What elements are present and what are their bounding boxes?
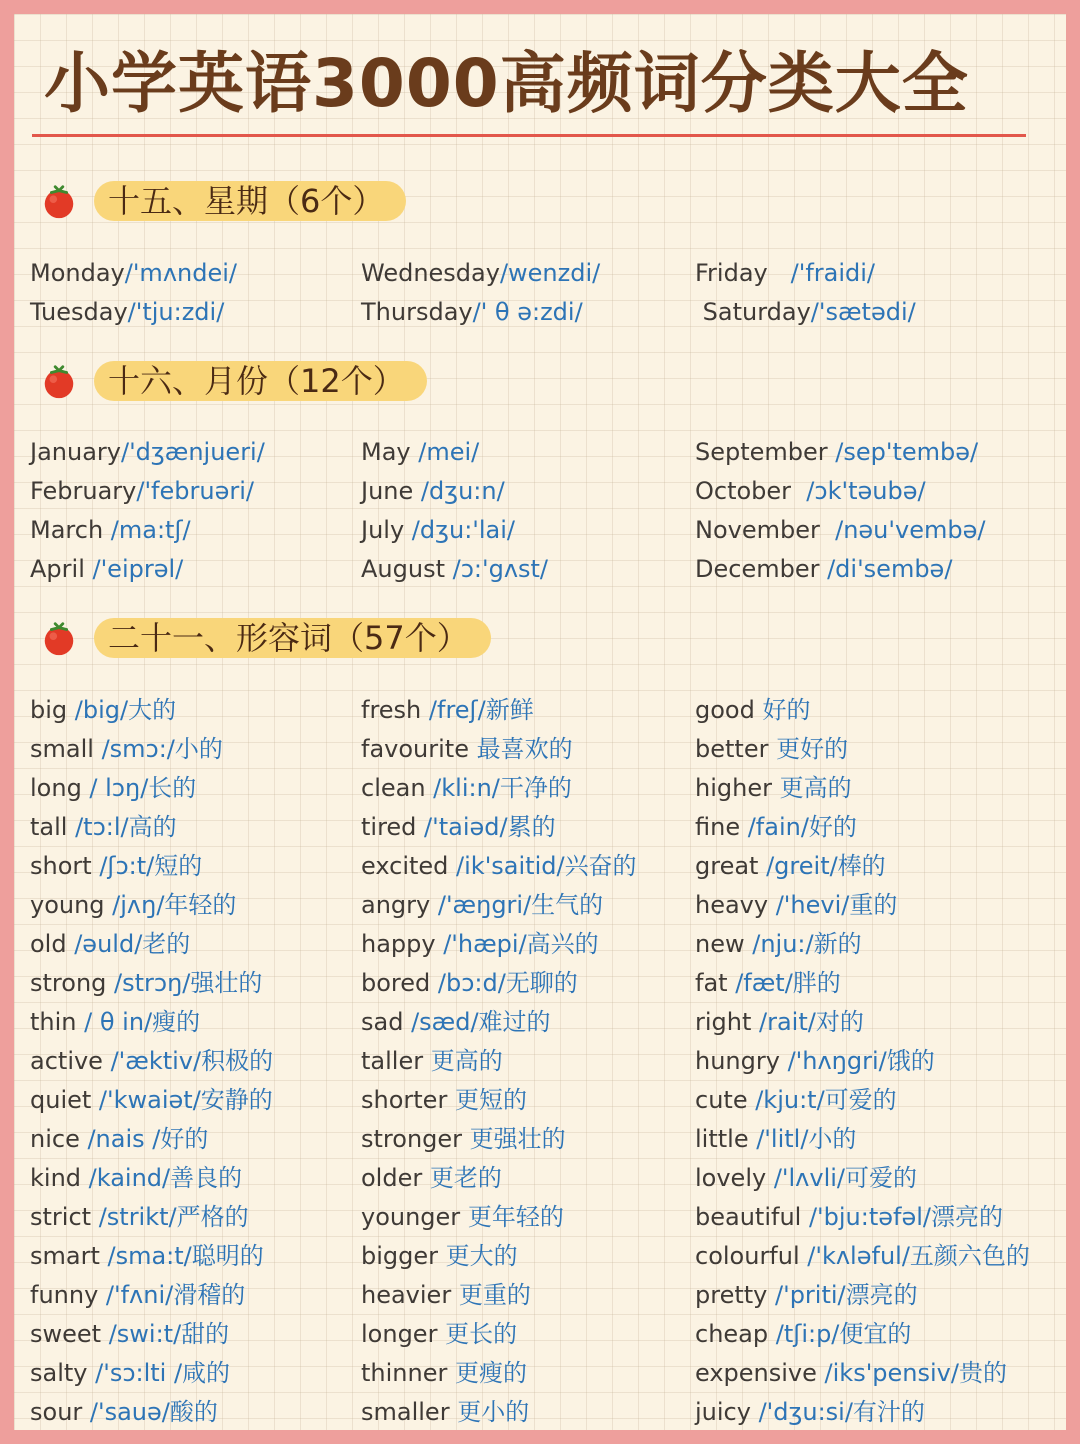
word-entry [695, 1003, 1030, 1042]
word-entry [30, 964, 273, 1003]
word-entry [30, 1159, 273, 1198]
english-word: fine [695, 813, 741, 841]
word-entry [30, 433, 265, 472]
word-entry [30, 886, 273, 925]
phonetic-meaning: /'mʌndei/ [124, 259, 237, 287]
english-word: great [695, 852, 759, 880]
word-entry [30, 1120, 273, 1159]
phonetic-meaning: / lɔŋ/长的 [81, 774, 197, 802]
word-entry [695, 293, 916, 332]
word-entry [30, 1393, 273, 1430]
phonetic-meaning: /smɔ:/小的 [93, 735, 223, 763]
word-entry [361, 1120, 637, 1159]
word-entry [30, 1237, 273, 1276]
english-word: beautiful [695, 1203, 802, 1231]
phonetic-meaning: /' θ ə:zdi/ [472, 298, 583, 326]
word-entry [30, 1276, 273, 1315]
word-entry [695, 730, 1030, 769]
english-word: quiet [30, 1086, 92, 1114]
word-entry [695, 1120, 1030, 1159]
english-word: March [30, 516, 104, 544]
english-word: strong [30, 969, 107, 997]
english-word: heavier [361, 1281, 452, 1309]
phonetic-meaning: /sma:t/聪明的 [99, 1242, 264, 1270]
word-entry [695, 254, 916, 293]
word-entry [695, 1393, 1030, 1430]
phonetic-meaning: /'dʒu:si/有汁的 [750, 1398, 925, 1426]
word-entry [695, 1042, 1030, 1081]
word-entry [695, 1159, 1030, 1198]
phonetic-meaning: 更大的 [438, 1242, 518, 1270]
word-entry [361, 1003, 637, 1042]
word-entry [695, 769, 1030, 808]
english-word: January [30, 438, 121, 466]
english-word: May [361, 438, 411, 466]
word-entry [361, 1276, 637, 1315]
english-word: short [30, 852, 92, 880]
vocabulary-sheet [14, 14, 1066, 1430]
english-word: bigger [361, 1242, 439, 1270]
english-word: new [695, 930, 745, 958]
word-column [695, 433, 985, 589]
word-entry [361, 808, 637, 847]
english-word: hungry [695, 1047, 780, 1075]
phonetic-meaning: /sep'tembə/ [827, 438, 979, 466]
word-entry [695, 433, 985, 472]
english-word: August [361, 555, 445, 583]
phonetic-meaning: /'priti/漂亮的 [767, 1281, 918, 1309]
phonetic-meaning: /dʒu:'lai/ [404, 516, 516, 544]
english-word: bored [361, 969, 431, 997]
english-word: longer [361, 1320, 438, 1348]
english-word: expensive [695, 1359, 817, 1387]
word-entry [361, 1354, 637, 1393]
phonetic-meaning: /nəu'vembə/ [819, 516, 986, 544]
phonetic-meaning: /freʃ/新鲜 [421, 696, 534, 724]
english-word: November [695, 516, 820, 544]
word-entry [30, 472, 265, 511]
english-word: happy [361, 930, 436, 958]
word-entry [361, 925, 637, 964]
word-entry [30, 691, 273, 730]
english-word: stronger [361, 1125, 463, 1153]
word-entry [361, 511, 548, 550]
word-entry [30, 808, 273, 847]
phonetic-meaning: /ik'saitid/兴奋的 [448, 852, 637, 880]
english-word: fat [695, 969, 728, 997]
english-word: juicy [695, 1398, 751, 1426]
english-word: small [30, 735, 94, 763]
phonetic-meaning: /iks'pensiv/贵的 [816, 1359, 1007, 1387]
phonetic-meaning: 更强壮的 [462, 1125, 566, 1153]
phonetic-meaning: /'sætədi/ [810, 298, 916, 326]
phonetic-meaning: 更瘦的 [447, 1359, 527, 1387]
english-word: good [695, 696, 755, 724]
word-entry [695, 472, 985, 511]
phonetic-meaning: 更好的 [768, 735, 849, 763]
english-word: thin [30, 1008, 77, 1036]
phonetic-meaning: /'sɔ:lti /咸的 [87, 1359, 231, 1387]
phonetic-meaning: /kaind/善良的 [81, 1164, 243, 1192]
phonetic-meaning: /greit/棒的 [758, 852, 886, 880]
english-word: colourful [695, 1242, 800, 1270]
word-entry [30, 1198, 273, 1237]
phonetic-meaning: / θ in/瘦的 [76, 1008, 201, 1036]
english-word: little [695, 1125, 749, 1153]
word-entry [695, 1198, 1030, 1237]
word-entry [361, 1198, 637, 1237]
english-word: excited [361, 852, 449, 880]
english-word: December [695, 555, 820, 583]
section-title: 十五、星期（6个） [94, 181, 406, 221]
english-word: Saturday [695, 298, 811, 326]
tomato-icon [40, 183, 78, 221]
word-entry [695, 1237, 1030, 1276]
english-word: big [30, 696, 68, 724]
word-entry [361, 1237, 637, 1276]
english-word: strict [30, 1203, 92, 1231]
title-divider [32, 134, 1026, 137]
word-entry [30, 293, 237, 332]
phonetic-meaning: /rait/对的 [751, 1008, 864, 1036]
word-entry [695, 1315, 1030, 1354]
english-word: April [30, 555, 85, 583]
word-column [695, 691, 1030, 1430]
phonetic-meaning: /ma:tʃ/ [103, 516, 191, 544]
english-word: tired [361, 813, 417, 841]
word-entry [361, 254, 600, 293]
phonetic-meaning: /strikt/严格的 [91, 1203, 249, 1231]
word-column [361, 254, 600, 332]
word-entry [361, 550, 548, 589]
english-word: tall [30, 813, 68, 841]
word-entry [30, 925, 273, 964]
english-word: old [30, 930, 67, 958]
phonetic-meaning: /tʃi:p/便宜的 [768, 1320, 912, 1348]
phonetic-meaning: 更重的 [451, 1281, 531, 1309]
phonetic-meaning: /di'sembə/ [819, 555, 953, 583]
phonetic-meaning: 更小的 [449, 1398, 530, 1426]
word-entry [361, 433, 548, 472]
phonetic-meaning: /kli:n/干净的 [425, 774, 572, 802]
word-entry [695, 847, 1030, 886]
phonetic-meaning: /'hʌŋgri/饿的 [779, 1047, 935, 1075]
word-entry [30, 847, 273, 886]
word-entry [30, 1081, 273, 1120]
word-column [361, 433, 548, 589]
word-entry [695, 691, 1030, 730]
phonetic-meaning: /'eiprəl/ [84, 555, 184, 583]
phonetic-meaning: 更长的 [437, 1320, 518, 1348]
phonetic-meaning: 更高的 [423, 1047, 503, 1075]
english-word: Thursday [361, 298, 473, 326]
word-entry [361, 769, 637, 808]
phonetic-meaning: /tɔ:l/高的 [67, 813, 177, 841]
phonetic-meaning: /'æŋgri/生气的 [430, 891, 604, 919]
english-word: sweet [30, 1320, 102, 1348]
word-entry [30, 1003, 273, 1042]
word-entry [361, 1315, 637, 1354]
phonetic-meaning: /'dʒænjueri/ [120, 438, 265, 466]
word-entry [30, 1042, 273, 1081]
phonetic-meaning: /'æktiv/积极的 [102, 1047, 274, 1075]
english-word: Wednesday [361, 259, 500, 287]
word-entry [695, 1276, 1030, 1315]
phonetic-meaning: /nju:/新的 [744, 930, 862, 958]
word-entry [361, 1393, 637, 1430]
word-column [30, 691, 273, 1430]
phonetic-meaning: /kju:t/可爱的 [747, 1086, 897, 1114]
word-entry [361, 691, 637, 730]
english-word: funny [30, 1281, 99, 1309]
phonetic-meaning: /'sauə/酸的 [82, 1398, 218, 1426]
english-word: taller [361, 1047, 424, 1075]
phonetic-meaning: /'hæpi/高兴的 [435, 930, 599, 958]
phonetic-meaning: 更老的 [422, 1164, 502, 1192]
phonetic-meaning: 最喜欢的 [468, 735, 573, 763]
english-word: shorter [361, 1086, 448, 1114]
phonetic-meaning: /'kʌləful/五颜六色的 [799, 1242, 1030, 1270]
phonetic-meaning: /'februəri/ [136, 477, 254, 505]
phonetic-meaning: 好的 [754, 696, 811, 724]
word-entry [695, 886, 1030, 925]
word-entry [361, 730, 637, 769]
phonetic-meaning: 更高的 [771, 774, 852, 802]
word-entry [695, 511, 985, 550]
english-word: Friday [695, 259, 768, 287]
phonetic-meaning: /'fʌni/滑稽的 [98, 1281, 246, 1309]
english-word: nice [30, 1125, 80, 1153]
phonetic-meaning: /ɔk'təubə/ [791, 477, 926, 505]
phonetic-meaning: /wenzdi/ [499, 259, 601, 287]
phonetic-meaning: /swi:t/甜的 [101, 1320, 230, 1348]
phonetic-meaning: /'tju:zdi/ [127, 298, 225, 326]
word-entry [695, 925, 1030, 964]
english-word: September [695, 438, 828, 466]
english-word: active [30, 1047, 103, 1075]
english-word: Tuesday [30, 298, 128, 326]
word-entry [30, 730, 273, 769]
tomato-icon [40, 363, 78, 401]
english-word: higher [695, 774, 772, 802]
english-word: sour [30, 1398, 83, 1426]
word-entry [361, 1042, 637, 1081]
word-entry [361, 1159, 637, 1198]
word-entry [361, 964, 637, 1003]
word-entry [30, 1315, 273, 1354]
english-word: sad [361, 1008, 404, 1036]
english-word: Monday [30, 259, 125, 287]
phonetic-meaning: /sæd/难过的 [403, 1008, 551, 1036]
word-column [30, 433, 265, 589]
english-word: smart [30, 1242, 100, 1270]
english-word: salty [30, 1359, 88, 1387]
word-entry [30, 550, 265, 589]
english-word: young [30, 891, 105, 919]
phonetic-meaning: 更年轻的 [460, 1203, 564, 1231]
phonetic-meaning: /bɔ:d/无聊的 [430, 969, 578, 997]
word-entry [361, 886, 637, 925]
phonetic-meaning: /ʃɔ:t/短的 [91, 852, 203, 880]
word-entry [695, 808, 1030, 847]
phonetic-meaning: /nais /好的 [79, 1125, 209, 1153]
page-title: 小学英语3000高频词分类大全 [44, 45, 969, 122]
english-word: cute [695, 1086, 748, 1114]
word-entry [361, 847, 637, 886]
word-entry [30, 511, 265, 550]
section-title: 二十一、形容词（57个） [94, 618, 491, 658]
phonetic-meaning: /'fraidi/ [767, 259, 875, 287]
phonetic-meaning: /'bju:təfəl/漂亮的 [801, 1203, 1003, 1231]
english-word: lovely [695, 1164, 767, 1192]
phonetic-meaning: /fain/好的 [740, 813, 857, 841]
phonetic-meaning: /'lʌvli/可爱的 [766, 1164, 918, 1192]
english-word: cheap [695, 1320, 769, 1348]
phonetic-meaning: /ɔ:'gʌst/ [445, 555, 549, 583]
english-word: long [30, 774, 82, 802]
english-word: February [30, 477, 137, 505]
word-entry [361, 472, 548, 511]
word-entry [30, 1354, 273, 1393]
english-word: angry [361, 891, 431, 919]
english-word: smaller [361, 1398, 450, 1426]
word-entry [695, 964, 1030, 1003]
english-word: heavy [695, 891, 769, 919]
phonetic-meaning: /'litl/小的 [748, 1125, 857, 1153]
word-column [361, 691, 637, 1430]
word-entry [695, 550, 985, 589]
english-word: October [695, 477, 792, 505]
word-entry [695, 1081, 1030, 1120]
english-word: clean [361, 774, 426, 802]
english-word: July [361, 516, 405, 544]
english-word: pretty [695, 1281, 768, 1309]
phonetic-meaning: /dʒu:n/ [413, 477, 505, 505]
english-word: older [361, 1164, 423, 1192]
phonetic-meaning: /mei/ [410, 438, 480, 466]
phonetic-meaning: /'kwaiət/安静的 [91, 1086, 273, 1114]
phonetic-meaning: /strɔŋ/强壮的 [106, 969, 263, 997]
word-entry [361, 1081, 637, 1120]
word-entry [30, 254, 237, 293]
english-word: June [361, 477, 414, 505]
word-entry [30, 769, 273, 808]
phonetic-meaning: /big/大的 [67, 696, 177, 724]
word-entry [695, 1354, 1030, 1393]
english-word: fresh [361, 696, 422, 724]
word-column [695, 254, 916, 332]
english-word: favourite [361, 735, 469, 763]
word-column [30, 254, 237, 332]
phonetic-meaning: 更短的 [447, 1086, 527, 1114]
tomato-icon [40, 620, 78, 658]
phonetic-meaning: /fæt/胖的 [727, 969, 841, 997]
english-word: younger [361, 1203, 461, 1231]
english-word: better [695, 735, 769, 763]
english-word: kind [30, 1164, 82, 1192]
phonetic-meaning: /jʌŋ/年轻的 [104, 891, 237, 919]
word-entry [361, 293, 600, 332]
section-title: 十六、月份（12个） [94, 361, 427, 401]
phonetic-meaning: /əuld/老的 [66, 930, 191, 958]
phonetic-meaning: /'hevi/重的 [768, 891, 898, 919]
phonetic-meaning: /'taiəd/累的 [416, 813, 556, 841]
english-word: thinner [361, 1359, 448, 1387]
english-word: right [695, 1008, 752, 1036]
